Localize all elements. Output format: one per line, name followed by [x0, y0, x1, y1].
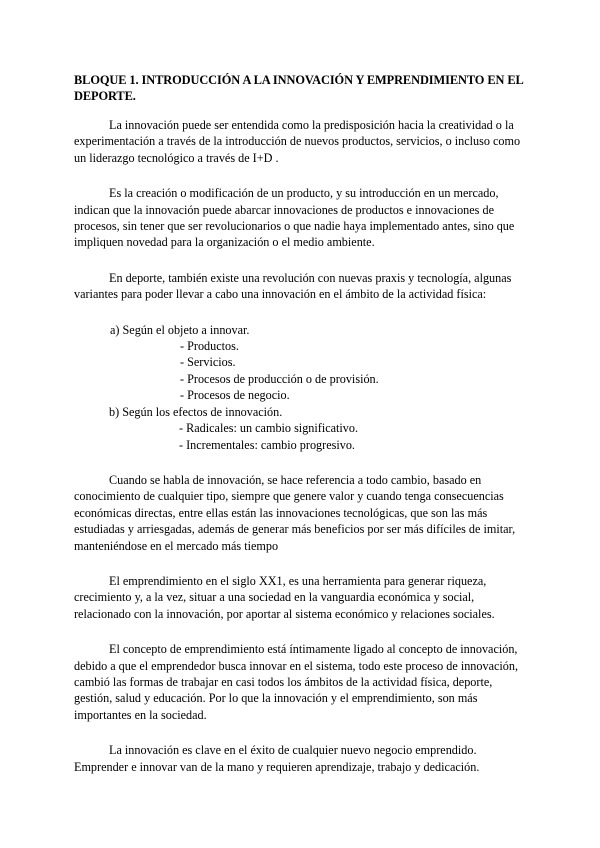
list-item-object: [74, 322, 528, 404]
list-item: - Procesos de producción o de provisión.: [180, 371, 379, 386]
paragraph-entrepreneurship-concept: El concepto de emprendimiento está íntimamente ligado al concepto de innovación, debido a que el emprendedor busca innovar en el sistema, todo este proceso de innovación, cambió las formas de trabajar en casi todos los ámbitos de la actividad física, deporte, gestión, salud y educación. Por lo que la innovación y el emprendimiento, son más importantes en la sociedad.: [74, 642, 519, 722]
list-item: - Procesos de negocio.: [180, 388, 290, 403]
list-item: - Incrementales: cambio progresivo.: [179, 437, 355, 452]
sublist-object: [110, 338, 528, 404]
paragraph-innovation-change: Cuando se habla de innovación, se hace referencia a todo cambio, basado en conocimiento de cualquier tipo, siempre que genere valor y cuando tenga consecuencias económicas directas, entre ellas están las innovaciones tecnológicas, que son las más estudiadas y arriesgadas, además de generar más beneficios por ser más difíciles de imitar, manteniéndose en el mercado más tiempo: [74, 472, 516, 553]
paragraph-innovation-key: La innovación es clave en el éxito de cualquier nuevo negocio emprendido. Emprender e innovar van de la mano y requieren aprendizaje, trabajo y dedicación.: [74, 743, 480, 774]
paragraph-innovation-creation: Es la creación o modificación de un producto, y su introducción en un mercado, indican que la innovación puede abarcar innovaciones de productos e innovaciones de procesos, sin tener que ser revolucionarios o que nadie haya implementado antes, sino que impliquen novedad para la organización o el medio ambiente.: [74, 186, 515, 250]
document-title: BLOQUE 1. INTRODUCCIÓN A LA INNOVACIÓN Y EMPRENDIMIENTO EN EL DEPORTE.: [74, 73, 523, 103]
paragraph-innovation-definition: La innovación puede ser entendida como la predisposición hacia la creatividad o la experimentación a través de la introducción de nuevos productos, servicios, o incluso como un liderazgo tecnológico a través de I+D .: [74, 118, 521, 165]
list-item-label: a) Según el objeto a innovar.: [110, 322, 250, 337]
list-item: - Servicios.: [180, 355, 236, 370]
paragraph-sport-innovation: En deporte, también existe una revolución con nuevas praxis y tecnología, algunas variantes para poder llevar a cabo una innovación en el ámbito de la actividad física:: [74, 270, 512, 302]
innovation-types-list: [74, 322, 528, 453]
paragraph-entrepreneurship-xxi: El emprendimiento en el siglo XX1, es una herramienta para generar riqueza, crecimiento y, a la vez, situar a una sociedad en la vanguardia económica y social, relacionado con la innovación, por aportar al sistema económico y relaciones sociales.: [74, 573, 495, 621]
list-item: - Productos.: [180, 339, 239, 354]
list-item: - Radicales: un cambio significativo.: [179, 421, 359, 436]
sublist-effects: [109, 420, 528, 453]
list-item-effects: [74, 404, 528, 453]
list-item-label: b) Según los efectos de innovación.: [109, 404, 283, 419]
document-body: [74, 117, 528, 775]
